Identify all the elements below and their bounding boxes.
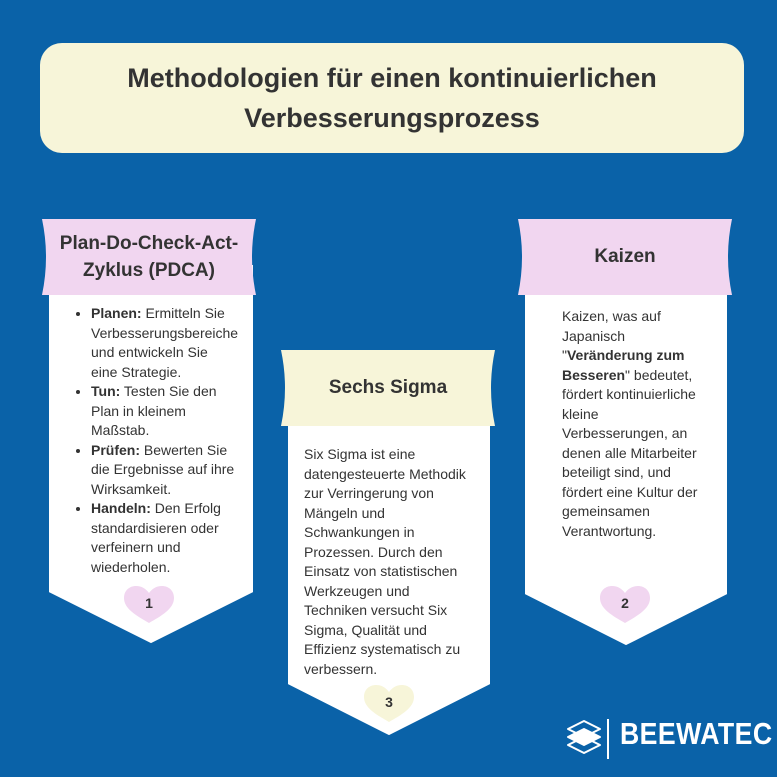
pdca-step-act: • Handeln: Den Erfolg standardisieren oder verfeinern und wiederholen. (91, 499, 237, 577)
pdca-step-do: • Tun: Testen Sie den Plan in kleinem Maßstab. (91, 382, 237, 441)
pdca-heading: Plan-Do-Check-Act-Zyklus (PDCA) (59, 233, 239, 281)
card-number-1: 1 (145, 595, 153, 611)
kaizen-heading: Kaizen (594, 246, 656, 267)
beewatec-cube-logo-icon (564, 715, 614, 765)
kaizen-body: Kaizen, was auf Japanisch "Veränderung zum Besseren" bedeutet, fördert kontinuierliche kleine Verbesserungen, an denen alle Mitarbeiter beteiligt sind, und fördert eine Kultur der gemeinsamen Verantwortung. (562, 308, 698, 539)
pdca-heading-banner (34, 219, 264, 295)
six-sigma-heading-banner (273, 350, 503, 426)
heart-badge-1 (122, 585, 176, 625)
pdca-step-check: • Prüfen: Bewerten Sie die Ergebnisse auf ihre Wirksamkeit. (91, 441, 237, 500)
kaizen-heading-banner (510, 219, 740, 295)
pdca-steps (77, 304, 237, 577)
card-number-3: 3 (385, 694, 393, 710)
heart-badge-2 (598, 585, 652, 625)
pdca-step-plan: • Planen: Ermitteln Sie Verbesserungsbereiche und entwickeln Sie eine Strategie. (91, 304, 237, 382)
card-number-2: 2 (621, 595, 629, 611)
page-title: Methodologien für einen kontinuierlichen Verbesserungsprozess (127, 63, 657, 133)
brand-logo-text: BEEWATEC (620, 716, 773, 751)
six-sigma-body: Six Sigma ist eine datengesteuerte Methodik zur Verringerung von Mängeln und Schwankungen in Prozessen. Durch den Einsatz von statistischen Werkzeugen und Techniken versucht Six Sigma, Qualität und Effizienz systematisch zu verbessern. (304, 446, 466, 677)
title-box (40, 43, 744, 153)
six-sigma-heading: Sechs Sigma (328, 377, 448, 398)
heart-badge-3 (362, 684, 416, 724)
